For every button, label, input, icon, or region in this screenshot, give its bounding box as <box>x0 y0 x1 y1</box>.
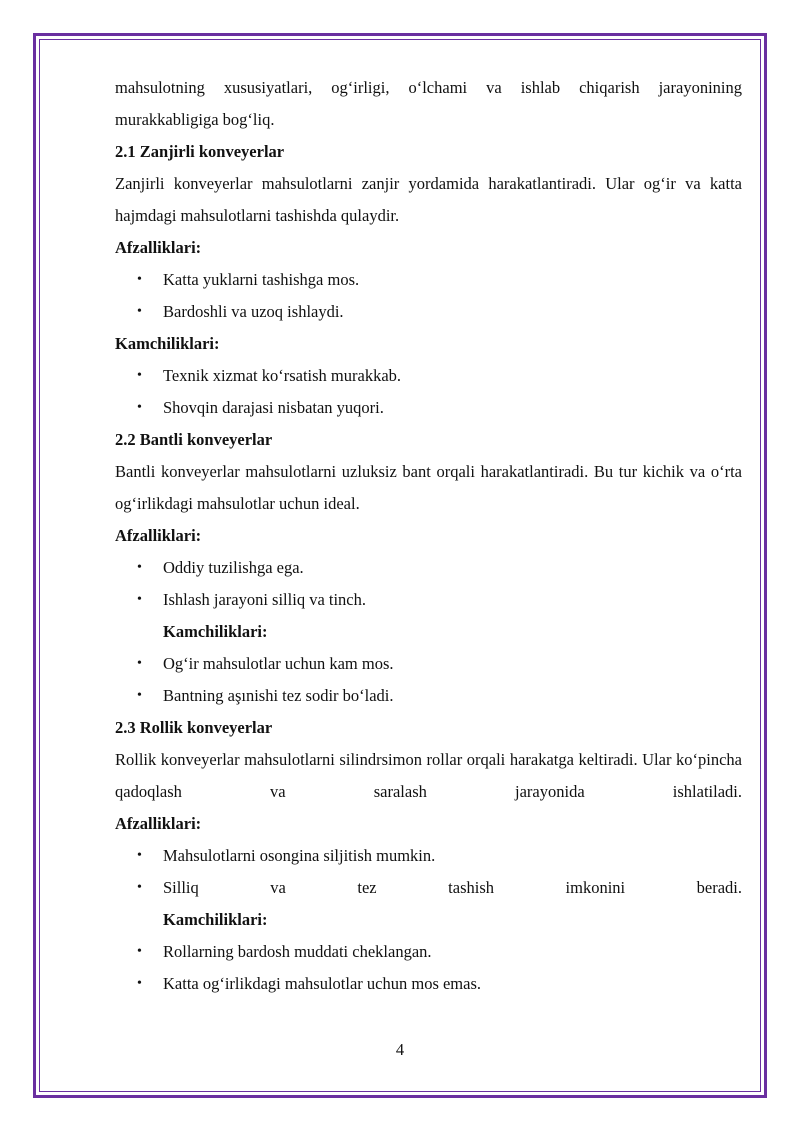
bullet-icon: • <box>137 560 142 575</box>
list-item: • Bardoshli va uzoq ishlaydi. <box>115 296 742 328</box>
list-item: • Ishlash jarayoni silliq va tinch. <box>115 584 742 616</box>
page-content <box>115 72 742 1000</box>
advantages-list <box>115 552 742 616</box>
section-description: Zanjirli konveyerlar mahsulotlarni zanjir yordamida harakatlantiradi. Ular og‘ir va katta hajmdagi mahsulotlarni tashishda qulaydir. <box>115 174 742 225</box>
section-description: Bantli konveyerlar mahsulotlarni uzluksiz bant orqali harakatlantiradi. Bu tur kichik va o‘rta og‘irlikdagi mahsulotlar uchun ideal. <box>115 462 742 513</box>
section-heading: 2.2 Bantli konveyerlar <box>115 430 273 449</box>
disadvantages-label: Kamchiliklari: <box>163 910 268 929</box>
advantages-label: Afzalliklari: <box>115 814 202 833</box>
bullet-icon: • <box>137 304 142 319</box>
bullet-icon: • <box>137 944 142 959</box>
disadvantages-label: Kamchiliklari: <box>163 622 268 641</box>
section-description: Rollik konveyerlar mahsulotlarni silindrsimon rollar orqali harakatga keltiradi. Ular ko‘pincha qadoqlash va saralash jarayonida ishlatiladi. <box>115 750 742 801</box>
bullet-icon: • <box>137 848 142 863</box>
advantages-list <box>115 264 742 328</box>
disadvantages-label: Kamchiliklari: <box>115 334 220 353</box>
page-number: 4 <box>395 1040 405 1059</box>
disadvantages-list <box>115 936 742 1000</box>
bullet-icon: • <box>137 656 142 671</box>
bullet-icon: • <box>137 880 142 895</box>
bullet-icon: • <box>137 592 142 607</box>
section-heading: 2.3 Rollik konveyerlar <box>115 718 273 737</box>
advantages-label: Afzalliklari: <box>115 238 202 257</box>
advantages-list <box>115 840 742 904</box>
bullet-icon: • <box>137 976 142 991</box>
intro-paragraph: mahsulotning xususiyatlari, og‘irligi, o‘lchami va ishlab chiqarish jarayonining murakkabligiga bog‘liq. <box>115 78 742 129</box>
list-item: • Rollarning bardosh muddati cheklangan. <box>115 936 742 968</box>
bullet-icon: • <box>137 400 142 415</box>
list-item: • Shovqin darajasi nisbatan yuqori. <box>115 392 742 424</box>
list-item: • Og‘ir mahsulotlar uchun kam mos. <box>115 648 742 680</box>
list-item: • Mahsulotlarni osongina siljitish mumkin. <box>115 840 742 872</box>
disadvantages-list <box>115 648 742 712</box>
bullet-icon: • <box>137 368 142 383</box>
section-heading: 2.1 Zanjirli konveyerlar <box>115 142 285 161</box>
list-item: • Bantning aşınishi tez sodir bo‘ladi. <box>115 680 742 712</box>
list-item: • Katta yuklarni tashishga mos. <box>115 264 742 296</box>
disadvantages-list <box>115 360 742 424</box>
list-item: • Texnik xizmat ko‘rsatish murakkab. <box>115 360 742 392</box>
bullet-icon: • <box>137 688 142 703</box>
list-item: • Katta og‘irlikdagi mahsulotlar uchun mos emas. <box>115 968 742 1000</box>
advantages-label: Afzalliklari: <box>115 526 202 545</box>
bullet-icon: • <box>137 272 142 287</box>
list-item: • Silliq va tez tashish imkonini beradi. <box>115 872 742 904</box>
list-item: • Oddiy tuzilishga ega. <box>115 552 742 584</box>
